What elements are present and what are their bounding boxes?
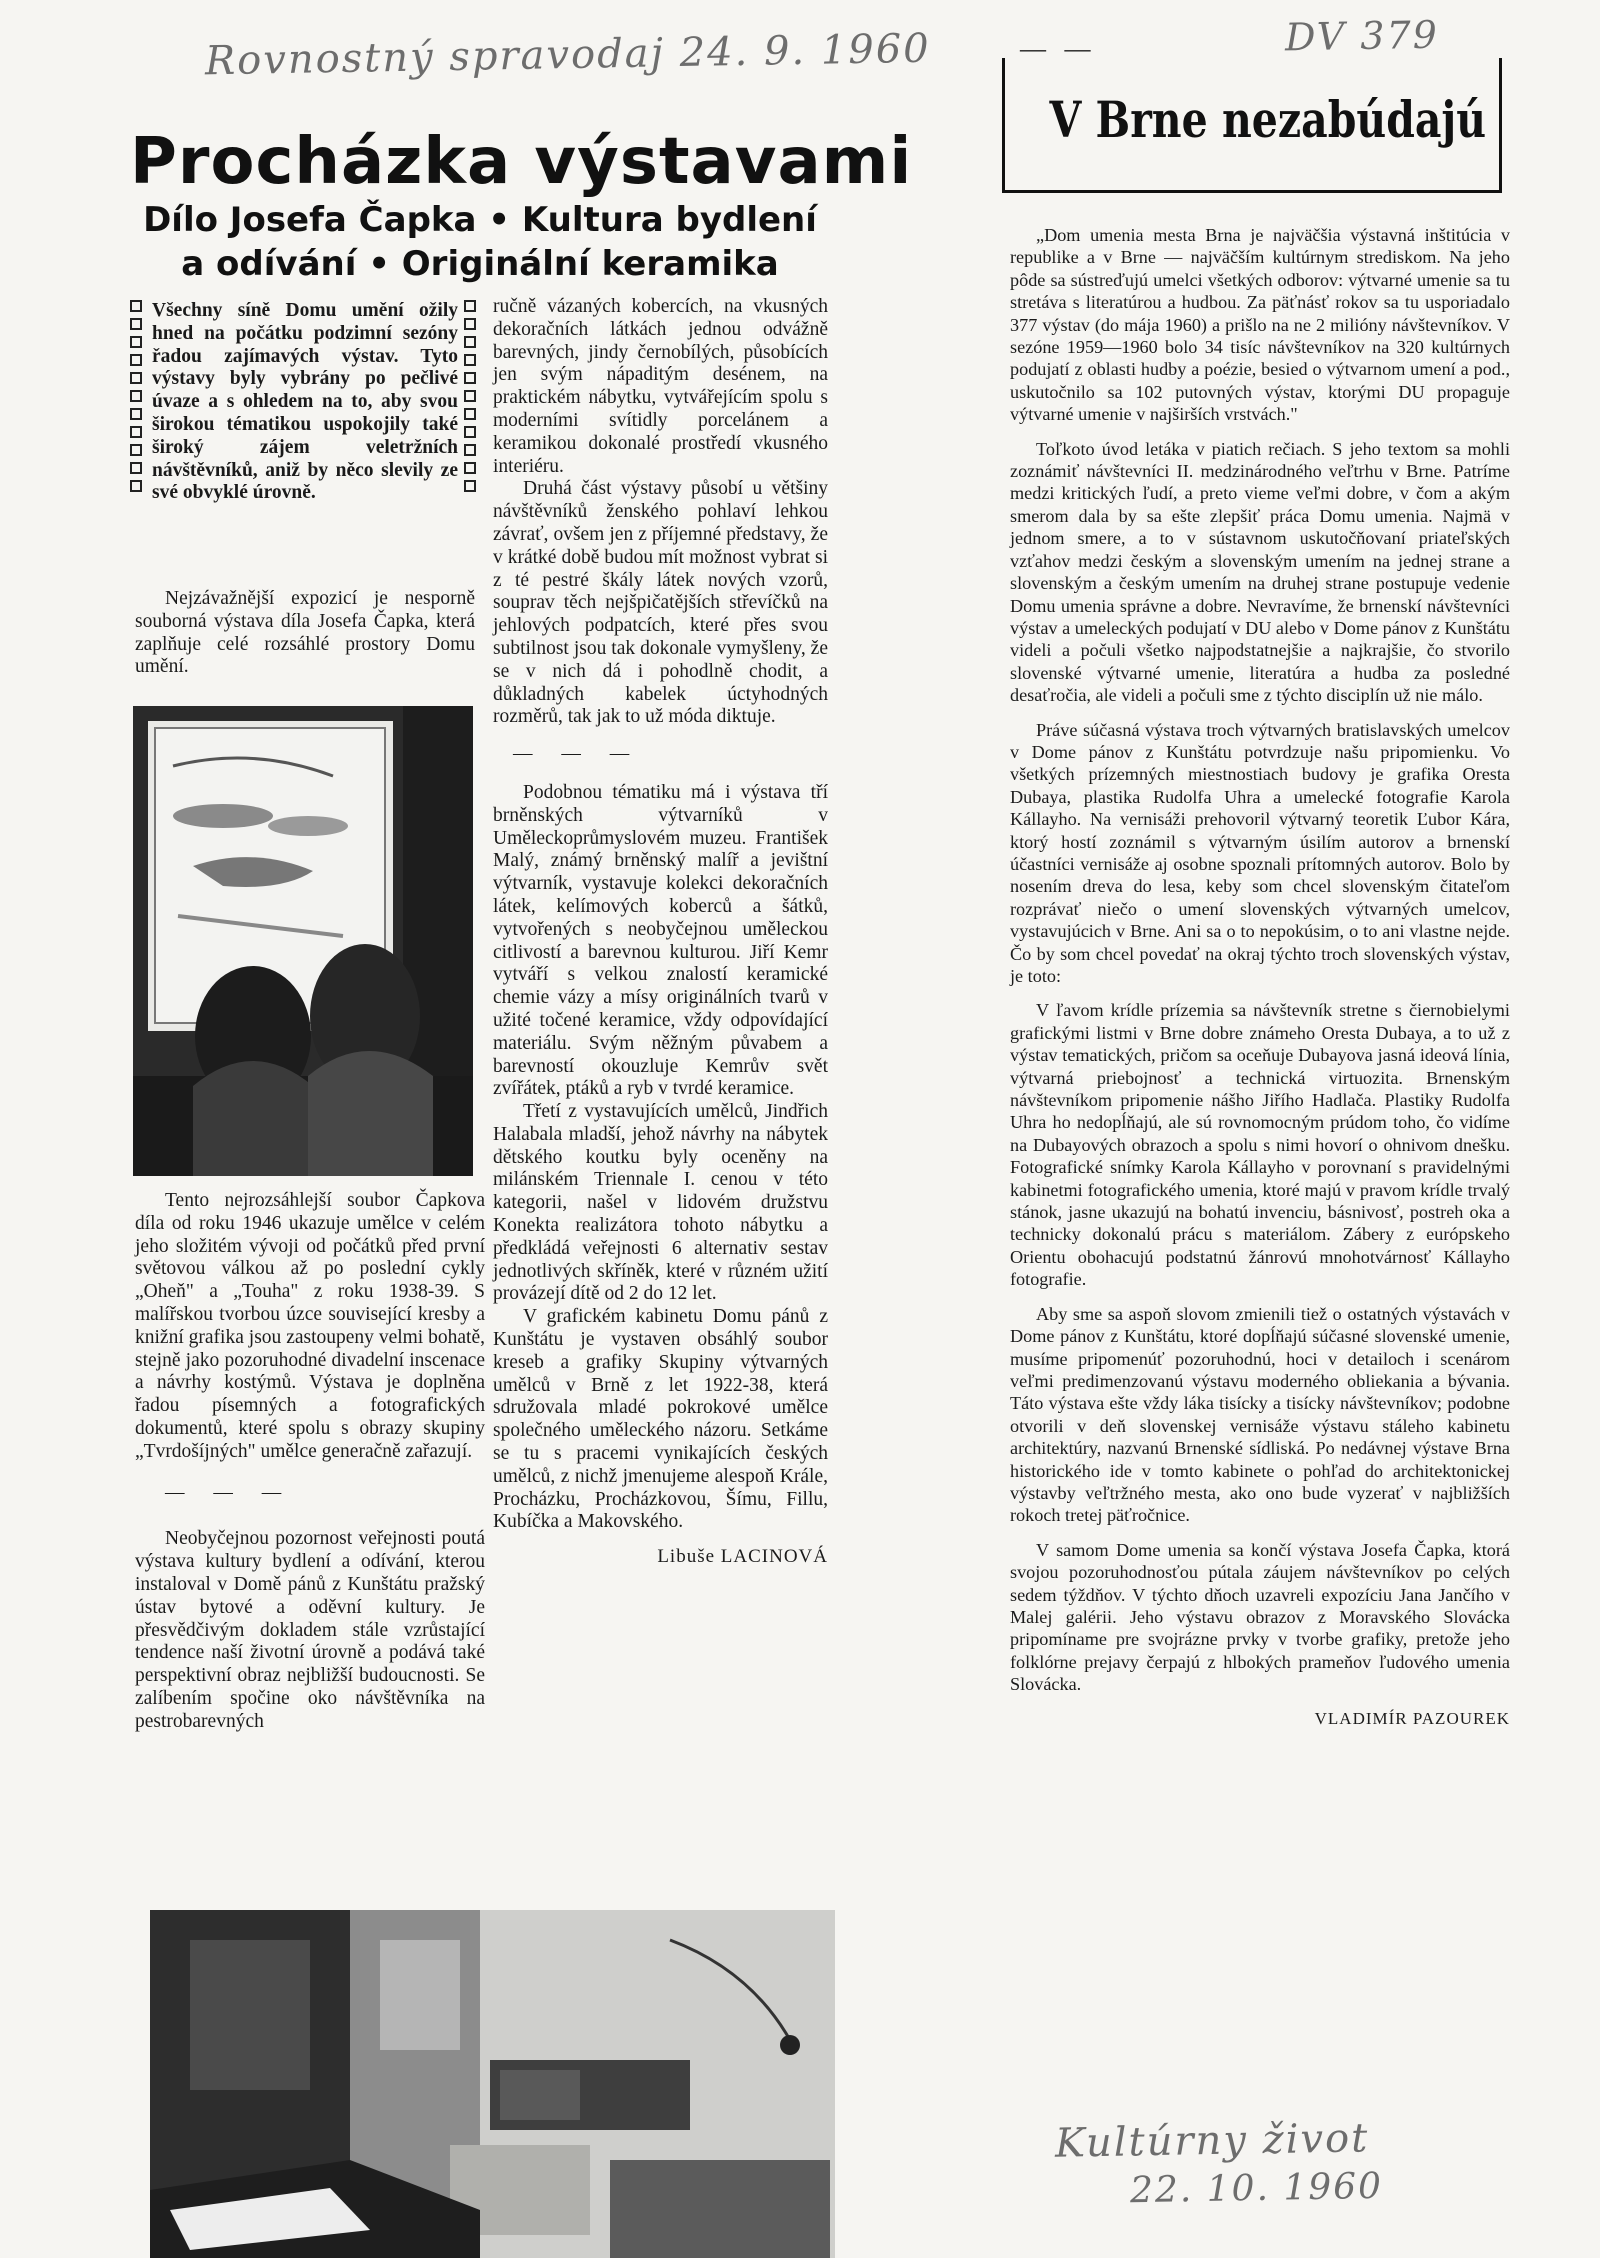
paragraph: Třetí z vystavujících umělců, Jindřich Halabala mladší, jehož návrhy na nábytek dětského koutku byly oceněny na milánském Triennale I. cenou v této kategorii, našel v lidovém družstvu Konekta realizátora tohoto nábytku a předkládá veřejnosti 6 alternativ sestav jednotlivých skříněk, které v různém užití provázejí dítě od 2 do 12 let. xyxy=(493,1101,828,1305)
separator: — — — xyxy=(165,1481,294,1503)
paragraph: Aby sme sa aspoň slovom zmienili tiež o ostatných výstavách v Dome pánov z Kunštátu, ktoré dopĺňajú súčasné slovenské umenie, musíme pripomenúť pozoruhodnú, hoci v detailoch i scenárom veľmi predimenzovanú výstavu moderného obliekania a bývania. Táto výstava ešte vždy láka tisícky a tisícky návštevníkov; podobne otvorili v deň slovenskej vernisáže výstavu stáleho kabinetu architektúry, nazvanú Brnenské sídliská. Po nedávnej výstave Brna historického ide v tomto kabinete o pohľad do architektonickej výstavby veľtržného mesta, ako ono bude vyzerať v najbližších rokoch tretej päťročnice. xyxy=(1010,1303,1510,1526)
czech-article-title: Procházka výstavami xyxy=(130,125,913,199)
lead-box xyxy=(130,300,480,505)
paragraph: „Dom umenia mesta Brna je najväčšia výstavná inštitúcia v republike a v Brne — najväčším kultúrnym strediskom. Na jeho pôde sa sústreďujú umelci všetkých odborov: výtvarné umenie sa tu stretáva s literatúrou a hudbou. Za päťnásť rokov sa tu usporiadalo 377 výstav (do mája 1960) a prišlo na ne 2 milióny návštevníkov. V sezóne 1959—1960 bolo 34 tisíc návštevníkov na 320 kultúrnych podujatí z oblasti hudby a poézie, besied o výtvarnom umení a pod., uskutočnilo sa 102 putovných výstav, ktorými DU propaguje výtvarné umenie v najširších vrstvách." xyxy=(1010,225,1510,425)
photo-capek-exhibition xyxy=(133,706,473,1176)
slovak-article-body xyxy=(1010,224,1510,1730)
slovak-article-title: V Brne nezabúdajú xyxy=(1049,90,1487,149)
slovak-title-box xyxy=(1002,58,1502,193)
photo-modern-interior xyxy=(150,1910,835,2258)
czech-column-2 xyxy=(493,296,828,1569)
paragraph: V samom Dome umenia sa končí výstava Josefa Čapka, ktorá svojou pozoruhodnosťou pútala záujem návštevníkov po celých sedem týždňov. V týchto dňoch uzavreli expozíciu Jana Jančího v Malej galérii. Jeho výstavu obrazov z Moravského Slovácka pripomíname pre svojrázne prvky v tvorbe grafiky, pretože jeho folklórne prejavy čerpajú z hlbokých prameňov ľudového umenia Slovácka. xyxy=(1010,1539,1510,1695)
paragraph: V ľavom krídle prízemia sa návštevník stretne s čiernobielymi grafickými listmi v Brne dobre známeho Oresta Dubaya, a to už z výstav tematických, pričom sa oceňuje Dubayova jasná ideová línia, výtvarná priebojnosť a technická virtuozita. Brnenským návštevníkom pripomenie nášho Jiřího Hadlača. Plastiky Rudolfa Uhra ho nedopĺňajú, ale sú rovnomocným prúdom toho, čo vidíme na Dubayových obrazoch a spolu s nimi hovorí o ohnivom dnešku. Fotografické snímky Karola Kállayho v porovnaní s pravidelnými kabinetmi fotografického umenia, ktoré majú v pravom krídle trvalý stánok, jasne ukazujú na bohatú invenciu, básnivosť, postreh oka a technicky dokonalú prácu s materiálom. Zábery z európskeho Orientu obohacujú podstatnú žánrovú mnohotvárnosť Kállayho fotografie. xyxy=(1010,1000,1510,1290)
photo-visitors-viewing-painting xyxy=(133,706,473,1176)
paragraph: Druhá část výstavy působí u většiny návštěvníků ženského pohlaví lehkou závrať, ovšem jen z příjemné představy, že v krátké době budou mít možnost vybrat si z té pestré škály látek nových vzorů, souprav těch nejšpičatějších střevíčků na jehlových podpatcích, které přes svou subtilnost jsou tak dokonale vymyšleny, že se v nich dá i pohodlně chodit, a důkladných kabelek úctyhodných rozměrů, tak jak to už móda diktuje. xyxy=(493,478,828,728)
box-border-left xyxy=(130,300,146,505)
paragraph: Toľkoto úvod letáka v piatich rečiach. S jeho textom sa mohli zoznámiť návštevníci II. medzinárodného veľtrhu v Brne. Patríme medzi kritických ľudí, a preto vieme veľmi dobre, v čom a akým smerom dala by sa ešte zlepšiť práca Domu umenia. Najmä v jednom smere, a to v sústavnom uskutočňovaní priateľských vzťahov medzi českým a slovenským umením na jednej strane a slovenským a českým umením na druhej strane postupuje vedenie Domu umenia správne a dobre. Nevravíme, že brnenskí návštevníci výstav a umeleckých podujatí v DU alebo v Dome pánov z Kunštátu videli a počuli všetko najpodstatnejšie a najkrajšie, čo stvorilo slovenské výtvarné umenie, literatúra a hudba za posledné desaťročia, ale videli a počuli sme z týchto disciplín už nie málo. xyxy=(1010,438,1510,706)
subtitle-line-2: a odívání • Originální keramika xyxy=(181,244,779,284)
paragraph: Tento nejrozsáhlejší soubor Čapkova díla od roku 1946 ukazuje umělce v celém jeho složitém vývoji od počátků před první světovou válkou až po poslední cykly „Oheň" a „Touha" z roku 1938-39. S malířskou tvorbou úzce související kresby a knižní grafika jsou zastoupeny velmi bohatě, stejně jako pozoruhodné divadelní inscenace a návrhy kostýmů. Výstava je doplněna řadou písemných a fotografických dokumentů, které spolu s obrazy skupiny „Tvrdošíjných" umělce generačně zařazují. xyxy=(135,1190,485,1462)
czech-column-1-bottom xyxy=(135,1190,485,1734)
czech-article-subtitle xyxy=(120,198,840,286)
paragraph: ručně vázaných kobercích, na vkusných dekoračních látkách jednou odvážně barevných, jindy černobílých, působících jen svým nápaditým desénem, na praktickém nábytku, vytvářejícím spolu s moderními svítidly porcelánem a keramikou dokonalé prostředí vkusného interiéru. xyxy=(493,296,828,477)
czech-column-1-top xyxy=(135,588,475,679)
subtitle-line-1: Dílo Josefa Čapka • Kultura bydlení xyxy=(143,200,817,240)
separator: — — — xyxy=(513,743,642,765)
slovak-article-author: VLADIMÍR PAZOUREK xyxy=(1314,1708,1510,1728)
paragraph: Práve súčasná výstava troch výtvarných bratislavských umelcov v Dome pánov z Kunštátu potvrdzuje našu pripomienku. Vo všetkých prízemných miestnostiach budovy je grafika Oresta Dubaya, plastika Rudolfa Uhra a umelecké fotografie Karola Kállayho. Na vernisáži prehovoril výtvarný teoretik Ľubor Kára, ktorý hostí zoznámil s výtvarným úsilím autorov a brnenskí účastníci vernisáže aj osobne spoznali prítomných autorov. Bolo by nosením dreva do lesa, keby som chcel slovenským čitateľom rozprávať niečo o umení slovenských výtvarných umelcov, vystavujúcich v Brne. Ani sa o to nepokúsim, o to ani vlastne nejde. Čo by som chcel povedať na okraj týchto troch slovenských výstav, je toto: xyxy=(1010,719,1510,986)
paragraph: Podobnou tématiku má i výstava tří brněnských výtvarníků v Uměleckoprůmyslovém muzeu. František Malý, známý brněnský malíř a jevištní výtvarník, vystavuje kolekci dekoračních látek, kelímových koberců a šátků, vytvořených s neobyčejnou uměleckou citlivostí a barevnou kulturou. Jiří Kemr vytváří s velkou znalostí keramické chemie vázy a mísy originálních tvarů v užité točené keramice, vždy odpovídající materiálu. Svým něžným půvabem a barevností okouzluje Kemrův svět zvířátek, ptáků a ryb v tvrdé keramice. xyxy=(493,781,828,1100)
paragraph: Neobyčejnou pozornost veřejnosti poutá výstava kultury bydlení a odívání, kterou instaloval v Domě pánů z Kunštátu pražský ústav bytové a oděvní kultury. Je přesvědčivým dokladem stále vzrůstající tendence naší životní úrovně a podává také perspektivní obraz nejbližší budoucnosti. Se zalíbením spočine oko návštěvníka na pestrobarevných xyxy=(135,1528,485,1732)
paragraph: V grafickém kabinetu Domu pánů z Kunštátu je vystaven obsáhlý soubor kreseb a grafiky Skupiny výtvarných umělců v Brně z let 1922-38, která sdružovala mladé pokrokové umělce společného uměleckého názoru. Setkáme se tu s pracemi vynikajících českých umělců, z nichž jmenujeme alespoň Krále, Procházku, Procházkovou, Šímu, Fillu, Kubíčka a Makovského. xyxy=(493,1306,828,1533)
photo-interior-exhibition xyxy=(150,1910,835,2258)
czech-article-author: Libuše LACINOVÁ xyxy=(657,1546,828,1568)
handwritten-source-note: Rovnostný spravodaj 24. 9. 1960 xyxy=(204,25,932,85)
paragraph: Nejzávažnější expozicí je nesporně souborná výstava díla Josefa Čapka, která zaplňuje celé rozsáhlé prostory Domu umění. xyxy=(135,588,475,678)
handwritten-date-bottom: 22. 10. 1960 xyxy=(1129,2165,1384,2212)
handwritten-source-note-bottom: Kultúrny život xyxy=(1054,2115,1370,2167)
lead-paragraph: Všechny síně Domu umění ožily hned na počátku podzimní sezóny řadou zajímavých výstav. Tyto výstavy byly vybrány po pečlivé úvaze a s ohledem na to, aby svou širokou tématikou uspokojily také široký zájem veletržních návštěvníků, aniž by něco slevily ze své obvyklé úrovně. xyxy=(152,300,458,504)
handwritten-archive-number: DV 379 xyxy=(1284,12,1440,60)
slovak-top-dashes: — — xyxy=(1020,34,1097,63)
box-border-right xyxy=(464,300,480,505)
